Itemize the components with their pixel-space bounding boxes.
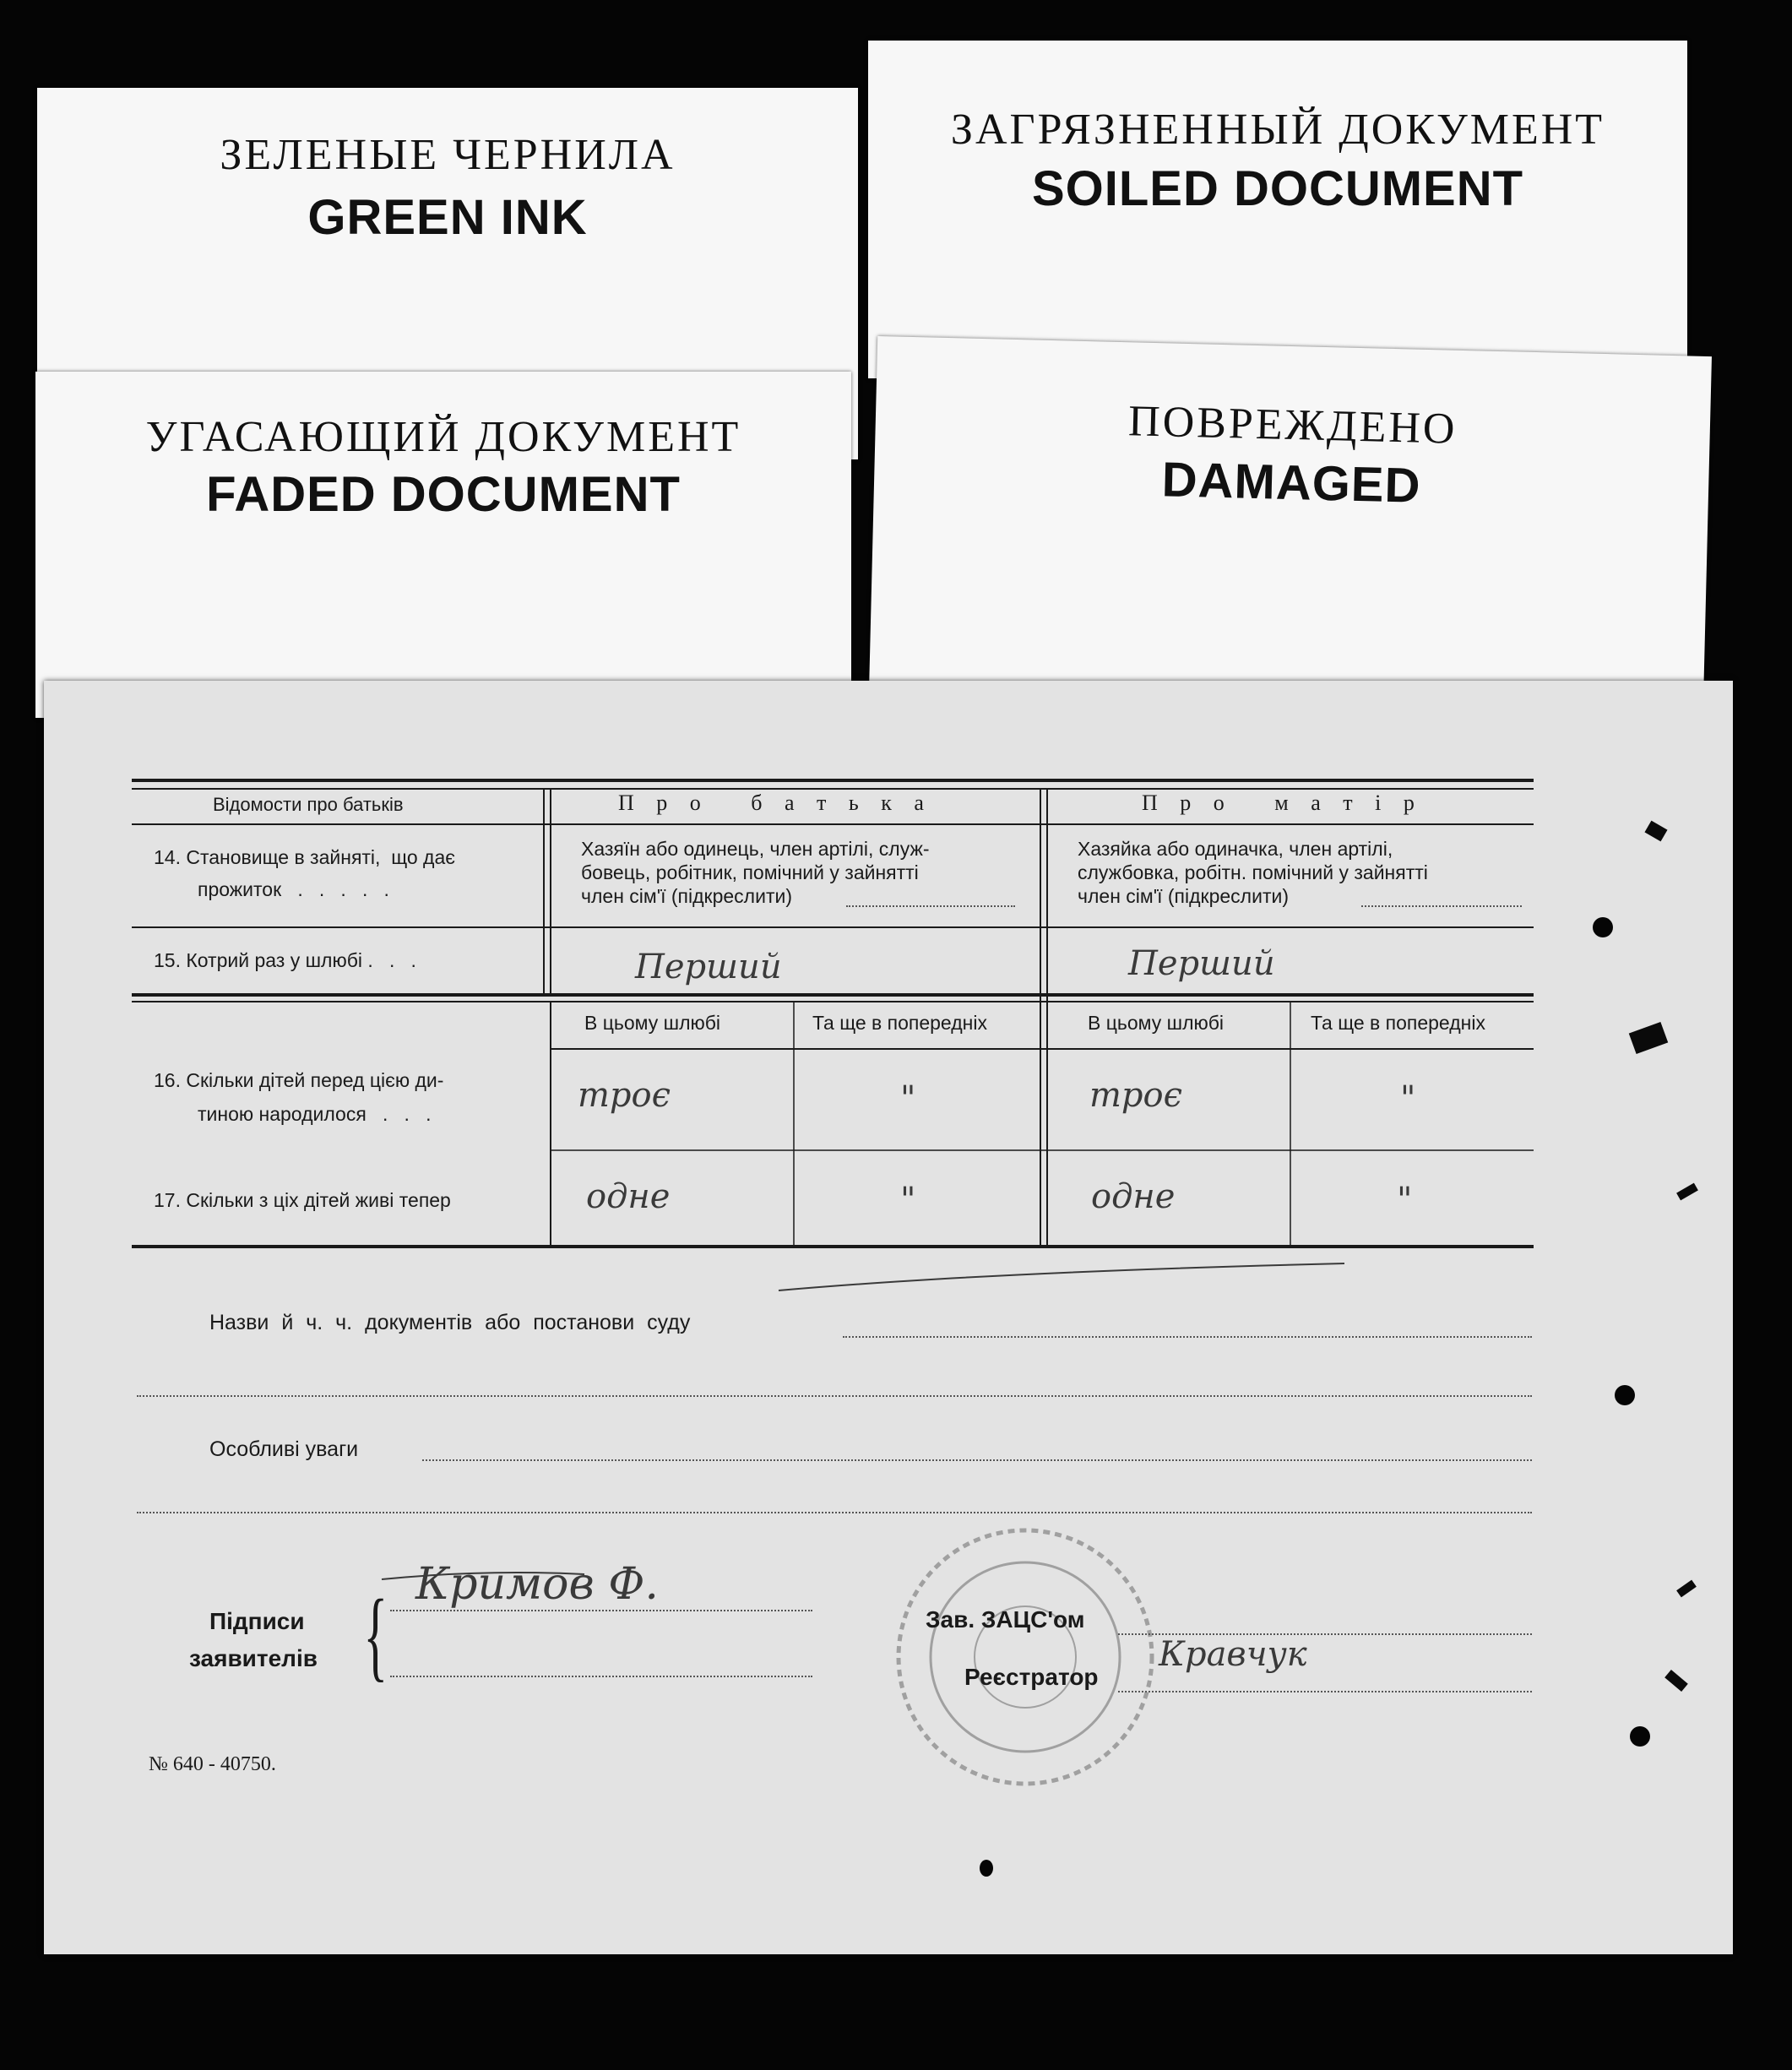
- row16-label-line2: тиною народилося . . .: [198, 1103, 432, 1125]
- row14-mother-line2: службовка, робітн. помічний у зайнятті: [1078, 861, 1428, 883]
- row17-mother-prev: ": [1397, 1181, 1413, 1220]
- row14-father-line1: Хазяїн або одинець, член артілі, служ-: [581, 838, 930, 860]
- remarks-line-2: [137, 1512, 1532, 1513]
- card-faded: [35, 372, 851, 718]
- applicant-signature: Кримов Ф.: [415, 1559, 659, 1610]
- subheader-father-this-marriage: В цьому шлюбі: [584, 1012, 721, 1034]
- form-number: № 640 - 40750.: [149, 1753, 276, 1775]
- row14-label-line1: 14. Становище в зайняті, що дає: [154, 846, 456, 868]
- registrar-signature: Кравчук: [1159, 1635, 1307, 1674]
- card-damaged-ru: ПОВРЕЖДЕНО: [1127, 397, 1458, 454]
- header-about-mother: П р о м а т і р: [1142, 791, 1423, 815]
- card-soiled-en: SOILED DOCUMENT: [1031, 161, 1524, 216]
- card-damaged: [869, 336, 1712, 711]
- row17-label: 17. Скільки з ціх дітей живі тепер: [154, 1189, 451, 1211]
- card-faded-ru: УГАСАЮЩИЙ ДОКУМЕНТ: [145, 413, 741, 461]
- card-green-ink-en: GREEN INK: [307, 190, 588, 245]
- card-damaged-en: DAMAGED: [1161, 452, 1422, 513]
- documents-line-1: [843, 1336, 1532, 1338]
- row15-label: 15. Котрий раз у шлюбі . . .: [154, 949, 416, 971]
- row16-label-line1: 16. Скільки дітей перед цією ди-: [154, 1069, 444, 1091]
- registrar-line: [1118, 1691, 1532, 1692]
- binding-hole: [1630, 1726, 1650, 1747]
- row17-father-prev: ": [900, 1181, 916, 1220]
- header-parents-info: Відомости про батьків: [213, 794, 404, 815]
- card-faded-en: FADED DOCUMENT: [206, 467, 681, 522]
- row16-father-prev: ": [900, 1079, 916, 1118]
- subheader-mother-previous: Та ще в попередніх: [1311, 1012, 1485, 1034]
- row17-father-this: одне: [586, 1177, 671, 1216]
- card-green-ink-ru: ЗЕЛЕНЫЕ ЧЕРНИЛА: [220, 131, 676, 179]
- row16-father-this: троє: [578, 1076, 671, 1115]
- binding-hole: [1593, 917, 1613, 937]
- subheader-mother-this-marriage: В цьому шлюбі: [1088, 1012, 1225, 1034]
- binding-hole: [980, 1860, 993, 1877]
- signatures-label-line2: заявителів: [189, 1645, 318, 1671]
- row14-mother-line3: член сім'ї (підкреслити): [1078, 885, 1289, 907]
- row14-father-line3: член сім'ї (підкреслити): [581, 885, 792, 907]
- row15-father-value: Перший: [635, 948, 782, 986]
- signature-line-1: [390, 1610, 812, 1611]
- signatures-brace: {: [363, 1578, 388, 1691]
- signature-line-2: [390, 1676, 812, 1677]
- form-sheet: [44, 681, 1733, 1954]
- documents-line-2: [137, 1395, 1532, 1397]
- remarks-label: Особливі уваги: [209, 1437, 359, 1461]
- binding-hole: [1615, 1385, 1635, 1405]
- card-soiled-ru: ЗАГРЯЗНЕННЫЙ ДОКУМЕНТ: [950, 106, 1605, 154]
- card-soiled: [868, 41, 1687, 378]
- remarks-line-1: [422, 1459, 1532, 1461]
- row14-mother-line1: Хазяйка або одиначка, член артілі,: [1078, 838, 1393, 860]
- header-about-father: П р о б а т ь к а: [618, 791, 932, 815]
- row14-label-line2: прожиток . . . . .: [198, 878, 389, 900]
- row14-father-line2: бовець, робітник, помічний у зайнятті: [581, 861, 919, 883]
- row17-mother-this: одне: [1091, 1177, 1176, 1216]
- row14-father-blank: [846, 905, 1015, 907]
- head-label: Зав. ЗАЦС'ом: [926, 1606, 1085, 1633]
- documents-label: Назви й ч. ч. документів або постанови суду: [209, 1311, 691, 1334]
- row16-mother-prev: ": [1400, 1079, 1416, 1118]
- row14-mother-blank: [1361, 905, 1522, 907]
- registrar-label: Реєстратор: [964, 1664, 1099, 1690]
- row15-mother-value: Перший: [1128, 944, 1275, 983]
- signatures-label-line1: Підписи: [209, 1608, 305, 1634]
- subheader-father-previous: Та ще в попередніх: [812, 1012, 987, 1034]
- row16-mother-this: троє: [1089, 1076, 1183, 1115]
